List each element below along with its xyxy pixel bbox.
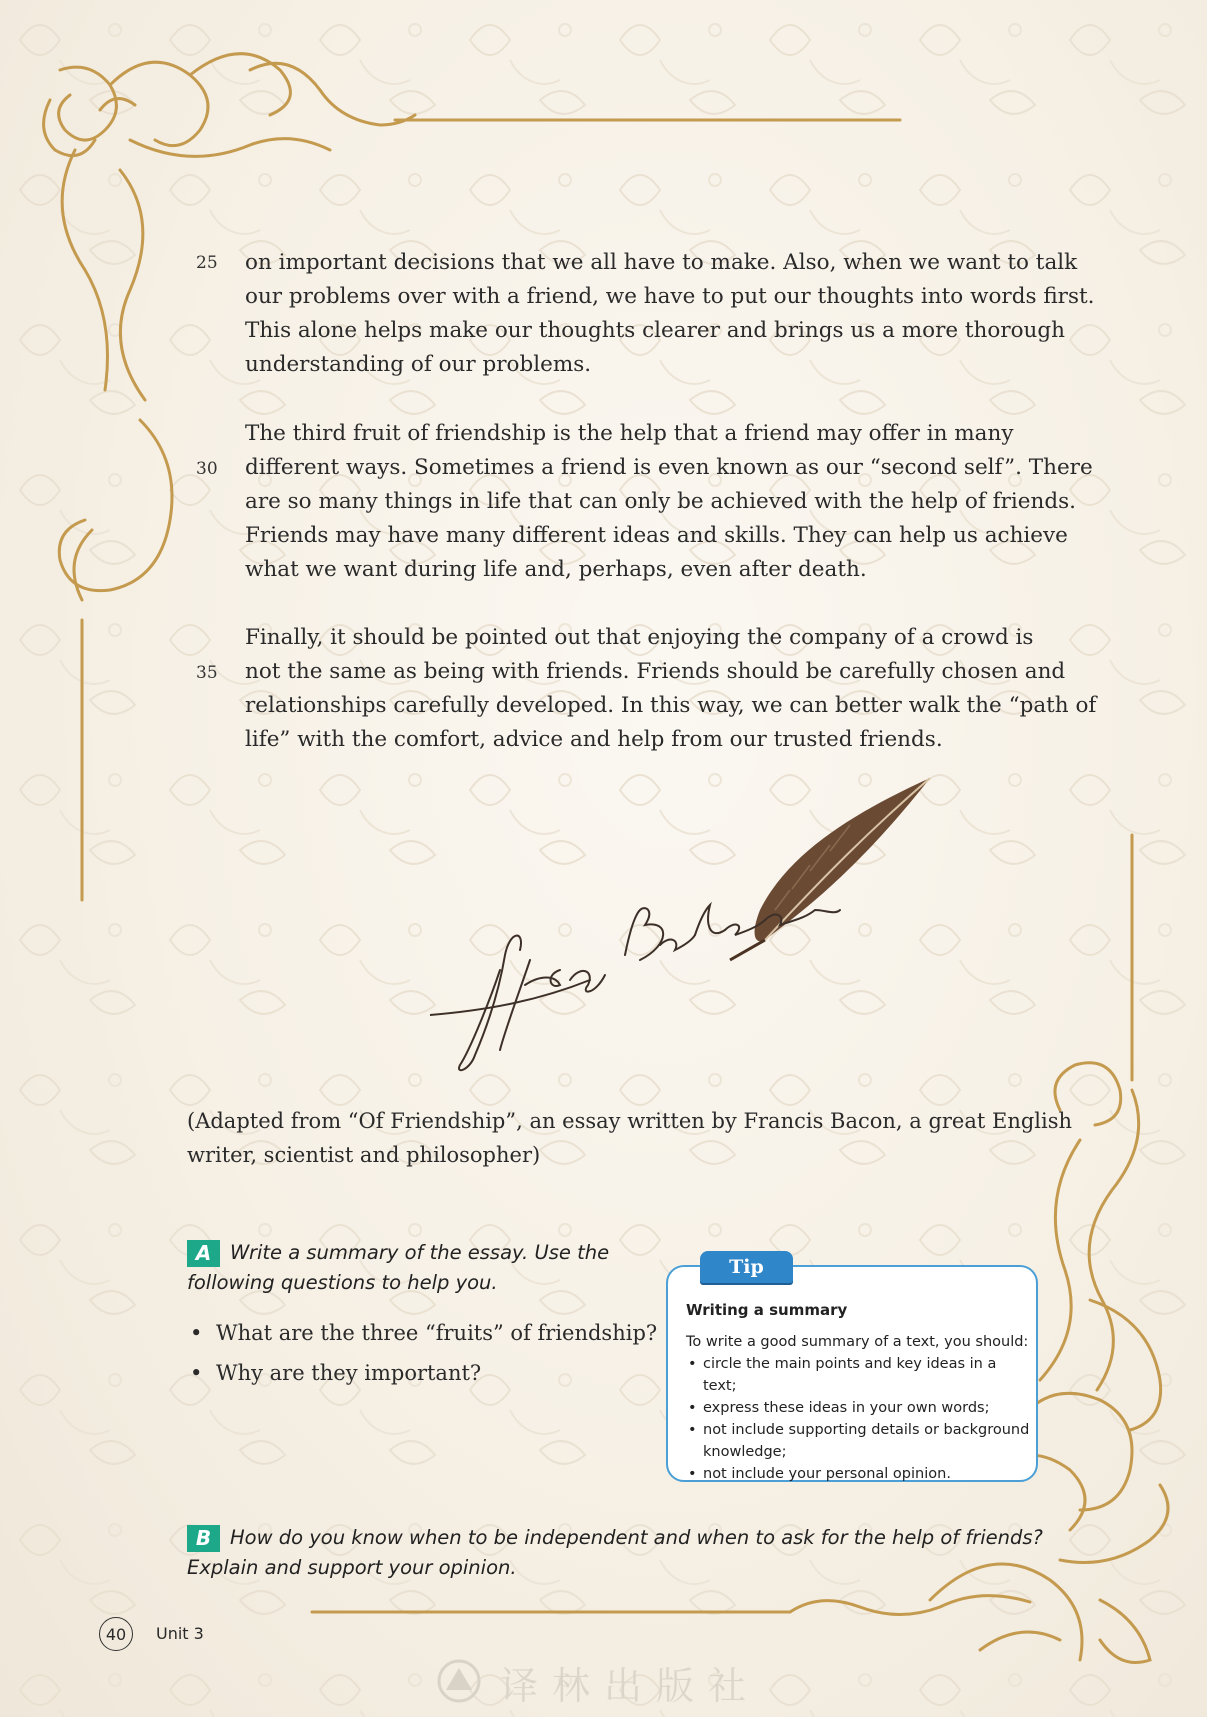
essay-paragraph-2 (245, 417, 1093, 587)
source-line: (Adapted from “Of Friendship”, an essay written by Francis Bacon, a great English (187, 1109, 1073, 1133)
task-a-line-1: Write a summary of the essay. Use the (230, 1241, 610, 1264)
quill-signature-illustration (430, 770, 950, 1080)
essay-line: on important decisions that we all have to make. Also, when we want to talk (245, 250, 1078, 275)
unit-label: Unit 3 (156, 1624, 204, 1643)
tip-title: Writing a summary (686, 1301, 848, 1319)
quill-icon (730, 778, 930, 960)
line-number-35: 35 (196, 663, 218, 683)
line-number-30: 30 (196, 459, 218, 479)
task-b (187, 1523, 1087, 1583)
essay-line: our problems over with a friend, we have to put our thoughts into words first. (245, 284, 1095, 309)
tip-item: • express these ideas in your own words; (686, 1397, 1031, 1419)
publisher-logo-icon (432, 1658, 486, 1704)
essay-line: not the same as being with friends. Friends should be carefully chosen and (245, 659, 1066, 684)
question-item: • Why are they important? (188, 1353, 657, 1393)
essay-line: Friends may have many different ideas and skills. They can help us achieve (245, 523, 1068, 548)
essay-line: life” with the comfort, advice and help from our trusted friends. (245, 727, 943, 752)
tip-item: • circle the main points and key ideas in a text; (686, 1353, 1031, 1397)
page-number: 40 (99, 1617, 133, 1651)
essay-source-note (187, 1104, 1073, 1172)
line-number-25: 25 (196, 253, 218, 273)
task-b-line-1: How do you know when to be independent and when to ask for the help of friends? (230, 1526, 1043, 1549)
essay-line: understanding of our problems. (245, 352, 592, 377)
essay-line: what we want during life and, perhaps, even after death. (245, 557, 867, 582)
task-a-questions (188, 1313, 657, 1393)
essay-line: different ways. Sometimes a friend is even known as our “second self”. There (245, 455, 1093, 480)
task-a (187, 1238, 647, 1298)
essay-line: relationships carefully developed. In this way, we can better walk the “path of (245, 693, 1097, 718)
signature-scribble (430, 905, 840, 1070)
essay-line: are so many things in life that can only be achieved with the help of friends. (245, 489, 1076, 514)
source-line: writer, scientist and philosopher) (187, 1143, 541, 1167)
task-a-label: A (187, 1240, 220, 1267)
tip-tab: Tip (700, 1251, 793, 1283)
task-b-line-2: Explain and support your opinion. (187, 1556, 517, 1579)
task-b-label: B (187, 1525, 220, 1552)
essay-line: Finally, it should be pointed out that enjoying the company of a crowd is (245, 625, 1034, 650)
tip-item: • not include your personal opinion. (686, 1463, 1031, 1485)
tip-list (686, 1353, 1031, 1485)
task-a-line-2: following questions to help you. (187, 1271, 498, 1294)
essay-paragraph-3 (245, 621, 1097, 757)
publisher-watermark: 译林出版社 (500, 1664, 761, 1708)
tip-content (686, 1299, 1031, 1485)
tip-intro: To write a good summary of a text, you should: (686, 1334, 1029, 1350)
tip-item: • not include supporting details or background knowledge; (686, 1419, 1031, 1463)
question-item: • What are the three “fruits” of friendship? (188, 1313, 657, 1353)
essay-line: The third fruit of friendship is the help that a friend may offer in many (245, 421, 1014, 446)
essay-paragraph-1 (245, 246, 1095, 382)
essay-line: This alone helps make our thoughts clearer and brings us a more thorough (245, 318, 1066, 343)
